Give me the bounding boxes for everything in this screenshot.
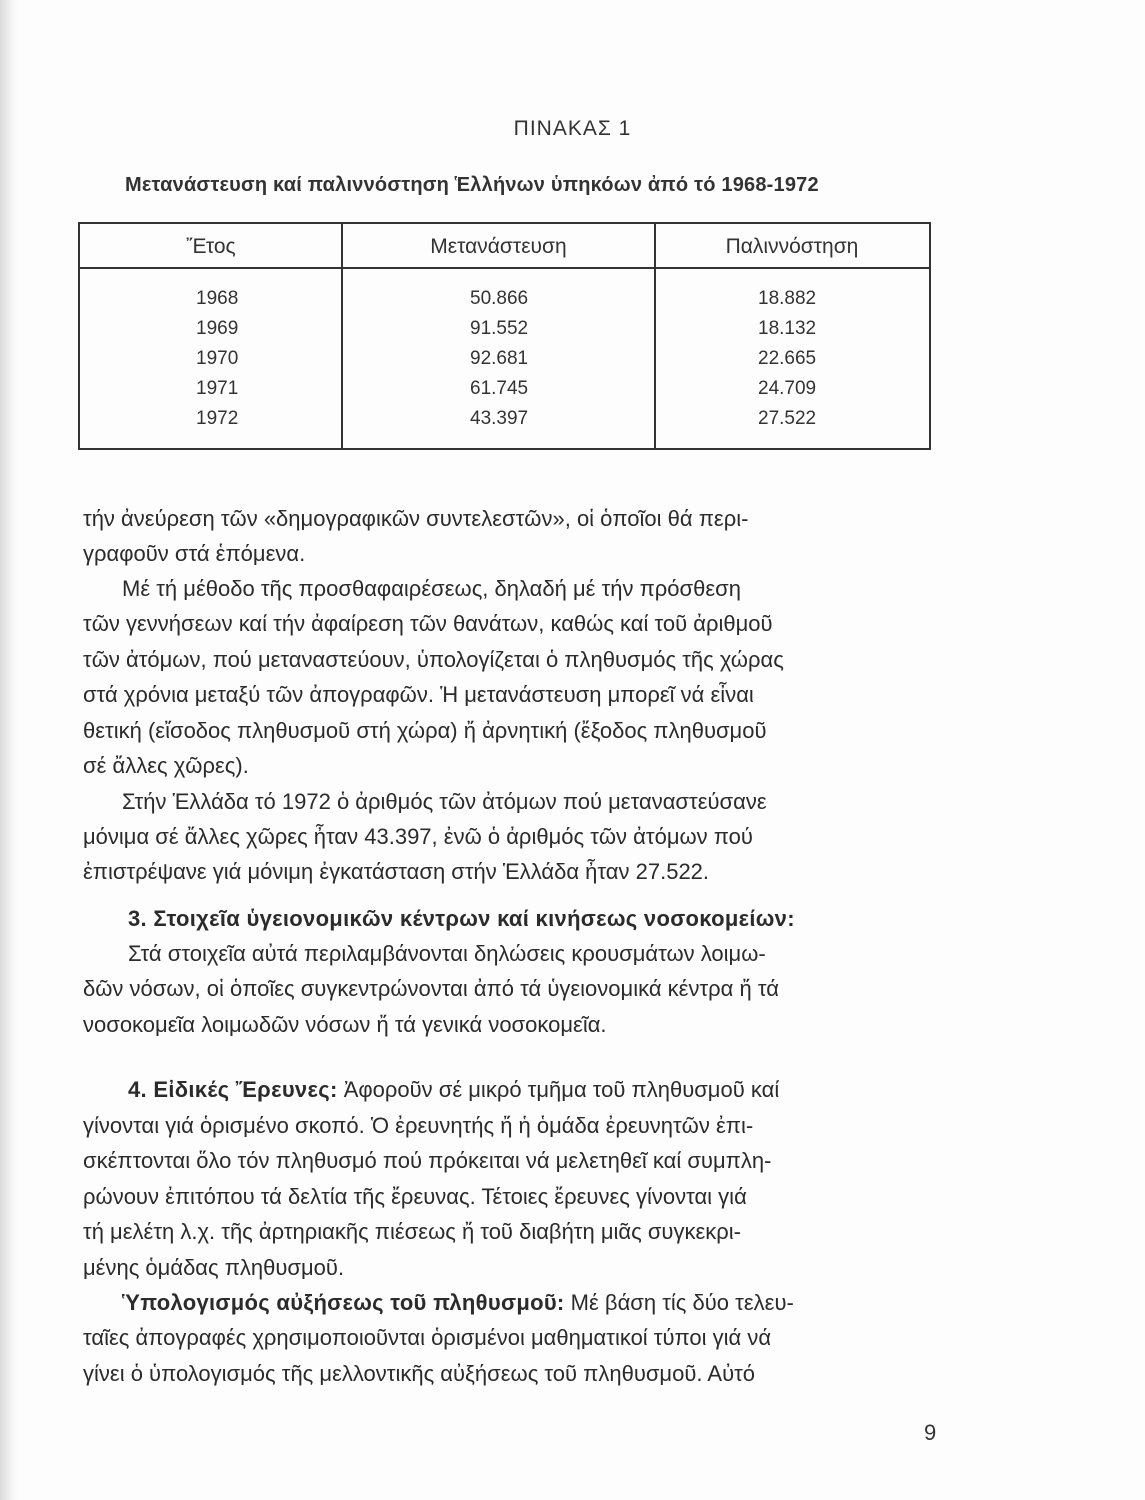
page-number: 9: [924, 1420, 937, 1445]
text-line: μόνιμα σέ ἄλλες χῶρες ἦταν 43.397, ἐνῶ ὁ ἀριθμός τῶν ἀτόμων πού: [83, 824, 753, 849]
table-cell-emigration: 43.397: [470, 408, 529, 429]
section-heading-growth: Ὑπολογισμός αὐξήσεως τοῦ πληθυσμοῦ:: [122, 1290, 565, 1315]
text-line-with-heading: [122, 1290, 982, 1316]
text-run: Ἀφοροῦν σέ μικρό τμῆμα τοῦ πληθυσμοῦ καί: [337, 1077, 780, 1102]
text-run: Μέ βάση τίς δύο τελευ-: [564, 1290, 794, 1315]
text-line: σέ ἄλλες χῶρες).: [83, 753, 249, 778]
table-cell-return: 24.709: [758, 378, 817, 399]
table-cell-return: 27.522: [758, 408, 817, 429]
table-cell-emigration: 61.745: [470, 378, 529, 399]
text-line: Στά στοιχεῖα αὐτά περιλαμβάνονται δηλώσεις κρουσμάτων λοιμω-: [128, 941, 766, 966]
text-line: μένης ὁμάδας πληθυσμοῦ.: [83, 1255, 345, 1280]
text-line: τῶν γεννήσεων καί τήν ἀφαίρεση τῶν θανάτων, καθώς καί τοῦ ἀριθμοῦ: [83, 611, 773, 636]
table-cell-year: 1971: [196, 378, 239, 399]
migration-table: [78, 222, 931, 450]
year-column: [196, 284, 238, 434]
table-divider-2: [654, 224, 656, 448]
table-cell-return: 18.132: [758, 318, 817, 339]
text-line: δῶν νόσων, οἱ ὁποῖες συγκεντρώνονται ἀπό τά ὑγειονομικά κέντρα ἤ τά: [83, 976, 779, 1001]
text-line: ἐπιστρέψανε γιά μόνιμη ἐγκατάσταση στήν Ἑλλάδα ἦταν 27.522.: [83, 859, 710, 884]
text-line: θετική (εἴσοδος πληθυσμοῦ στή χώρα) ἤ ἀρνητική (ἔξοδος πληθυσμοῦ: [83, 718, 767, 743]
text-line: στά χρόνια μεταξύ τῶν ἀπογραφῶν. Ἡ μετανάστευση μπορεῖ νά εἶναι: [83, 682, 754, 707]
table-cell-emigration: 91.552: [470, 318, 529, 339]
table-cell-year: 1968: [196, 288, 239, 309]
text-line: γίνονται γιά ὁρισμένο σκοπό. Ὁ ἐρευνητής ἤ ἡ ὁμάδα ἐρευνητῶν ἐπι-: [83, 1113, 754, 1138]
table-cell-year: 1969: [196, 318, 239, 339]
table-cell-year: 1972: [196, 408, 239, 429]
table-cell-year: 1970: [196, 348, 239, 369]
text-line: τῶν ἀτόμων, πού μεταναστεύουν, ὑπολογίζεται ὁ πληθυσμός τῆς χώρας: [83, 647, 784, 672]
text-line: γίνει ὁ ὑπολογισμός τῆς μελλοντικῆς αὐξήσεως τοῦ πληθυσμοῦ. Αὐτό: [83, 1361, 756, 1386]
table-title: ΠΙΝΑΚΑΣ 1: [513, 117, 632, 140]
table-cell-return: 18.882: [758, 288, 817, 309]
text-line: γραφοῦν στά ἑπόμενα.: [83, 541, 306, 566]
emigration-column: [470, 284, 528, 434]
text-line: ταῖες ἀπογραφές χρησιμοποιοῦνται ὁρισμένοι μαθηματικοί τύποι γιά νά: [83, 1325, 772, 1350]
text-line: Στήν Ἑλλάδα τό 1972 ὁ ἀριθμός τῶν ἀτόμων πού μεταναστεύσανε: [122, 789, 767, 814]
section-heading-4: 4. Εἰδικές Ἔρευνες:: [128, 1077, 338, 1102]
text-line: σκέπτονται ὅλο τόν πληθυσμό πού πρόκειται νά μελετηθεῖ καί συμπλη-: [83, 1148, 772, 1173]
text-line-with-heading: [128, 1077, 988, 1103]
header-return: Παλιννόστηση: [655, 224, 929, 269]
text-line: νοσοκομεῖα λοιμωδῶν νόσων ἤ τά γενικά νοσοκομεῖα.: [83, 1012, 607, 1037]
text-line: Μέ τή μέθοδο τῆς προσθαφαιρέσεως, δηλαδή μέ τήν πρόσθεση: [122, 576, 741, 601]
text-line: τήν ἀνεύρεση τῶν «δημογραφικῶν συντελεστῶν», οἱ ὁποῖοι θά περι-: [83, 506, 749, 531]
table-cell-emigration: 50.866: [470, 288, 529, 309]
section-heading-3: 3. Στοιχεῖα ὑγειονομικῶν κέντρων καί κινήσεως νοσοκομείων:: [128, 906, 795, 931]
text-line: τή μελέτη λ.χ. τῆς ἀρτηριακῆς πιέσεως ἤ τοῦ διαβήτη μιᾶς συγκεκρι-: [83, 1219, 741, 1244]
table-subtitle: Μετανάστευση καί παλιννόστηση Ἑλλήνων ὑπηκόων ἀπό τό 1968-1972: [125, 174, 819, 196]
table-cell-emigration: 92.681: [470, 348, 529, 369]
header-emigration: Μετανάστευση: [342, 224, 655, 269]
text-line: ρώνουν ἐπιτόπου τά δελτία τῆς ἔρευνας. Τέτοιες ἔρευνες γίνονται γιά: [83, 1184, 747, 1209]
return-column: [758, 284, 816, 434]
table-divider-1: [341, 224, 343, 448]
table-cell-return: 22.665: [758, 348, 817, 369]
header-year: Ἔτος: [80, 224, 342, 269]
page-binding-shadow: [0, 0, 18, 1500]
